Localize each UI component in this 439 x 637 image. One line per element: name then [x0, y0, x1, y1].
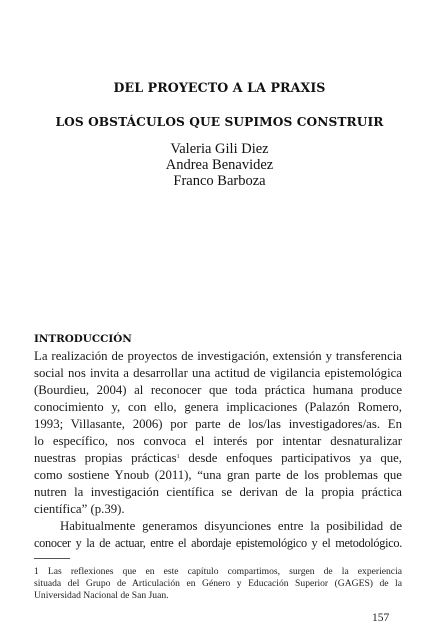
section-heading: INTRODUCCIÓN [34, 333, 132, 345]
paragraph-1-line: nutren la investigación científica se derivan de la propia práctica [34, 485, 402, 499]
chapter-title-line-2: LOS OBSTÁCULOS QUE SUPIMOS CONSTRUIR [55, 115, 384, 129]
author-1: Valeria Gili Diez [170, 141, 269, 157]
paragraph-1-line: (Bourdieu, 2004) al reconocer que toda práctica humana produce [34, 383, 402, 397]
paragraph-1-line: conocimiento y, con ello, genera implicaciones (Palazón Romero, [34, 400, 402, 414]
footnote-line: situada del Grupo de Articulación en Género y Educación Superior (GAGES) de la [34, 578, 402, 589]
chapter-title-line-1: DEL PROYECTO A LA PRAXIS [113, 80, 326, 95]
paragraph-1-line: lo específico, nos convoca el interés por intentar desnaturalizar [34, 434, 402, 448]
footnote-separator [34, 558, 70, 559]
paragraph-1-line: científica” (p.39). [34, 502, 125, 516]
footnote-line: Universidad Nacional de San Juan. [34, 590, 169, 601]
paragraph-1-text: nuestras propias prácticas [34, 451, 177, 465]
paragraph-1-line: como sostiene Ynoub (2011), “una gran parte de los problemas que [34, 468, 402, 482]
footnote-line: 1 Las reflexiones que en este capítulo compartimos, surgen de la experiencia [34, 566, 402, 577]
page-number: 157 [372, 612, 390, 624]
footnote-reference[interactable]: 1 [176, 454, 180, 460]
paragraph-1-line: 1993; Villasante, 2006) por parte de los/las investigadores/as. En [34, 417, 402, 431]
paragraph-1-line: La realización de proyectos de investigación, extensión y transferencia [34, 349, 402, 363]
paragraph-1-line: social nos invita a desarrollar una actitud de vigilancia epistemológica [34, 366, 402, 380]
author-2: Andrea Benavidez [165, 157, 274, 173]
paragraph-1-line-with-footnote [34, 451, 402, 465]
author-3: Franco Barboza [173, 173, 266, 189]
paragraph-1-text: desde enfoques participativos ya que, [188, 451, 402, 465]
paragraph-2-line: Habitualmente generamos disyunciones entre la posibilidad de [60, 519, 402, 533]
paragraph-2-line: conocer y la de actuar, entre el abordaje epistemológico y el metodológico. [34, 536, 402, 550]
